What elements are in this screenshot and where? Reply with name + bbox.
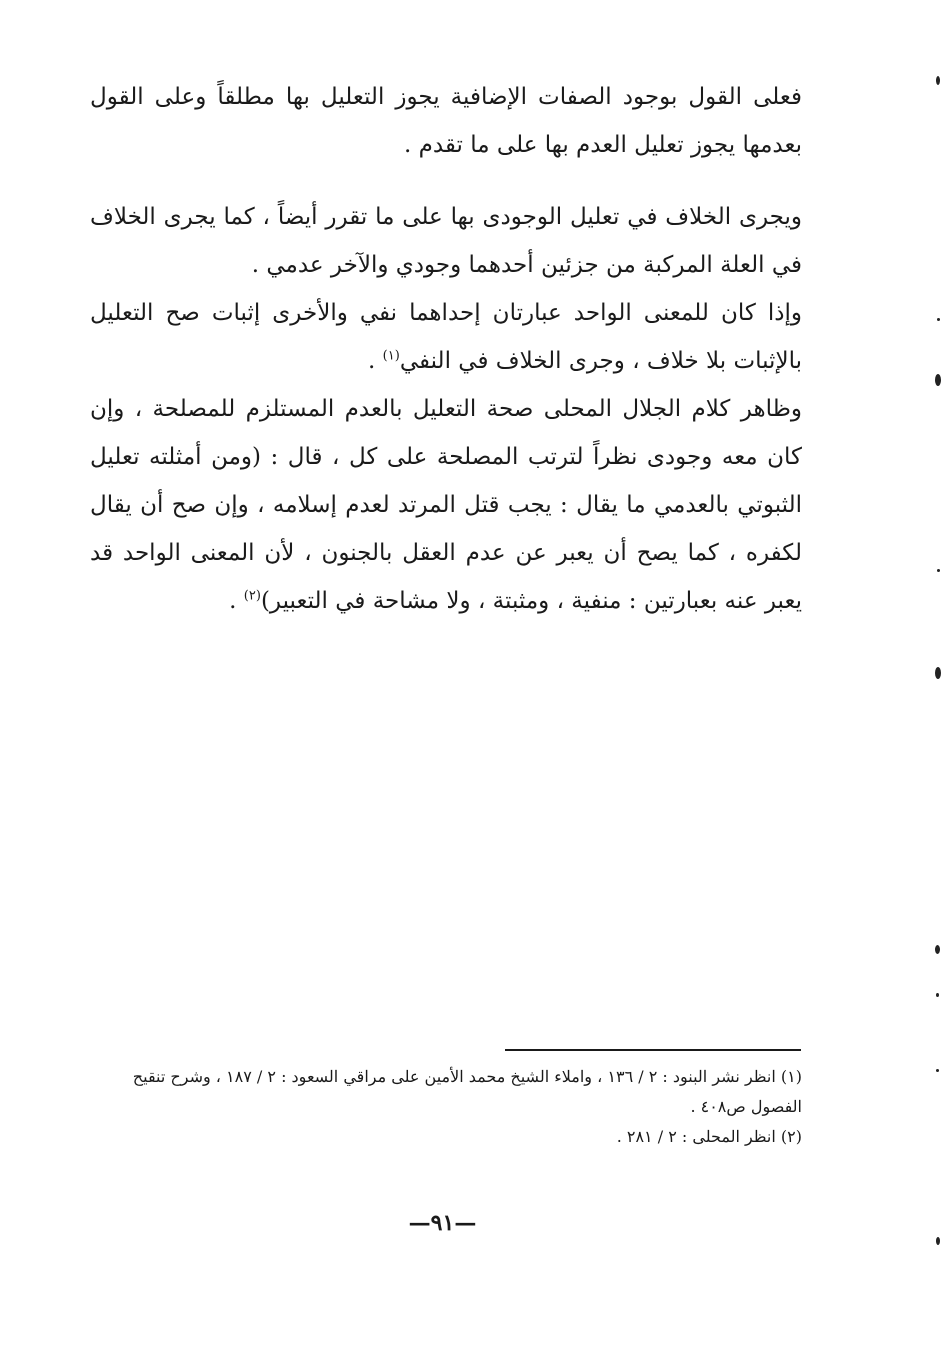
paragraph-4-text: وظاهر كلام الجلال المحلى صحة التعليل بالعدم المستلزم للمصلحة ، وإن كان معه وجودى نظراً لترتب المصلحة على كل ، قال : (ومن أمثلته تعليل الثبوتي بالعدمي ما يقال : يجب قتل المرتد لعدم إسلامه ، وإن صح أن يقال لكفره ، كما يصح أن يعبر عن عدم العقل بالجنون ، لأن المعنى الواحد قد يعبر عنه بعبارتين : منفية ، ومثبتة ، ولا مشاحة في التعبير) <box>90 396 802 614</box>
paragraph-3-end: . <box>368 348 383 374</box>
body-paragraph-4 <box>90 385 802 625</box>
scan-speck <box>935 667 941 679</box>
scan-speck <box>937 318 940 321</box>
scan-speck <box>936 993 939 997</box>
footnote-ref-1: (١) <box>382 348 400 364</box>
body-paragraph-2: ويجرى الخلاف في تعليل الوجودى بها على ما تقرر أيضاً ، كما يجرى الخلاف في العلة المركبة من جزئين أحدهما وجودي والآخر عدمي . <box>90 204 802 278</box>
footnotes <box>90 1062 802 1152</box>
paragraph-4-end: . <box>229 588 244 614</box>
footnote-2: (٢) انظر المحلى : ٢ / ٢٨١ . <box>616 1127 802 1146</box>
scan-speck <box>937 569 940 572</box>
scan-speck <box>936 76 940 85</box>
footnote-ref-2: (٢) <box>243 588 261 604</box>
scan-speck <box>936 1237 940 1245</box>
scan-speck <box>935 945 940 954</box>
scan-speck <box>936 1069 939 1072</box>
body-paragraph-3 <box>90 289 802 385</box>
scan-speck <box>935 374 941 386</box>
body-paragraph-1: فعلى القول بوجود الصفات الإضافية يجوز التعليل بها مطلقاً وعلى القول بعدمها يجوز تعليل العدم بها على ما تقدم . <box>90 84 802 158</box>
page-number: —٩١— <box>408 1210 477 1236</box>
footnote-separator <box>505 1049 801 1051</box>
paragraph-3-text: وإذا كان للمعنى الواحد عبارتان إحداهما نفي والأخرى إثبات صح التعليل بالإثبات بلا خلاف ، وجرى الخلاف في النفي <box>90 300 802 374</box>
footnote-1: (١) انظر نشر البنود : ٢ / ١٣٦ ، واملاء الشيخ محمد الأمين على مراقي السعود : ٢ / ١٨٧ ، وشرح تنقيح الفصول ص٤٠٨ . <box>132 1067 802 1116</box>
